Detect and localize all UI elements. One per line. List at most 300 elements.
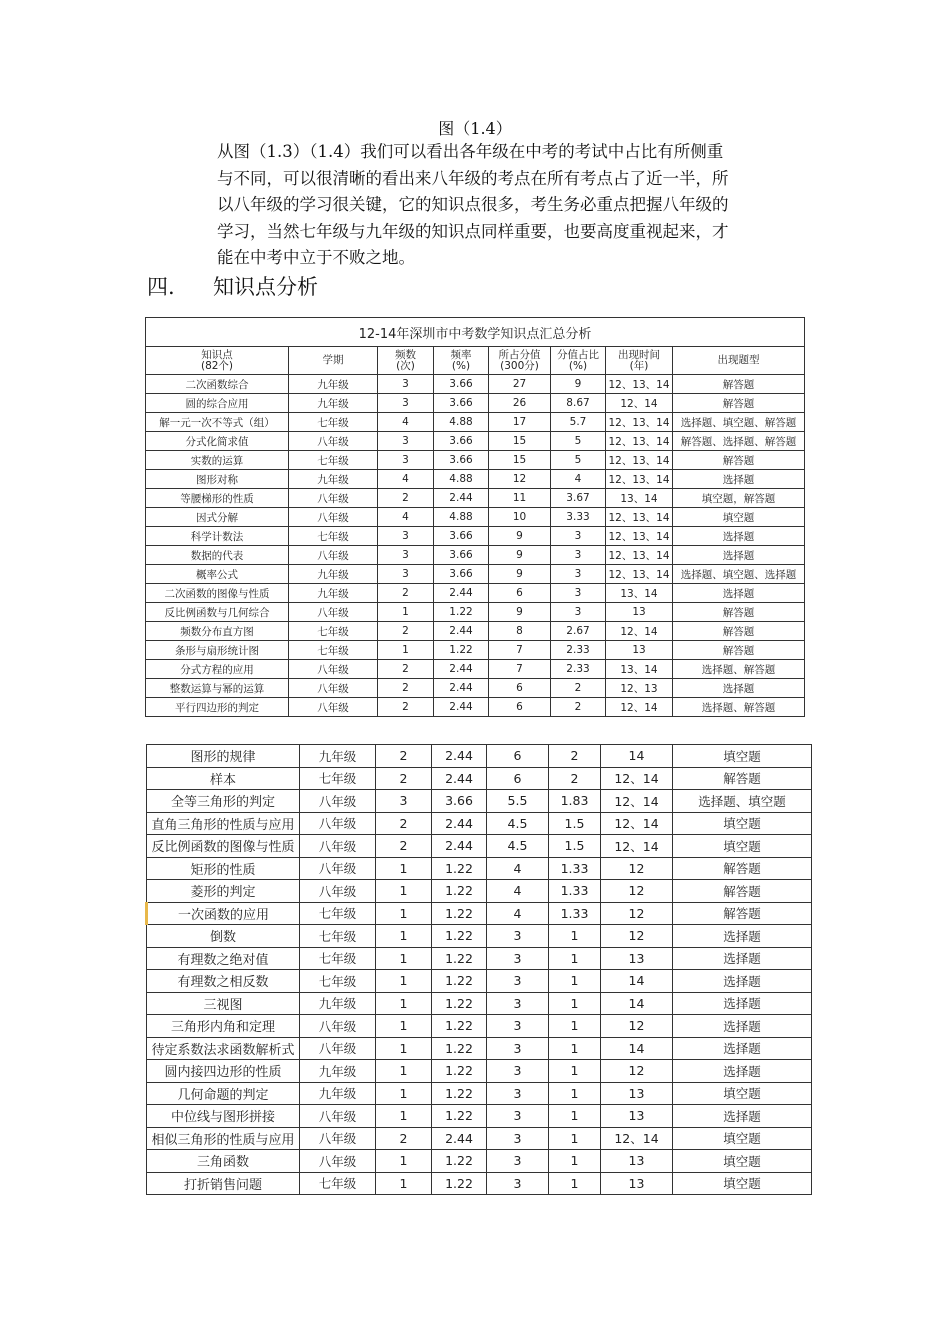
score-percent-cell: 3 xyxy=(551,565,606,584)
frequency-percent-cell: 4.88 xyxy=(434,413,489,432)
score-value-cell: 17 xyxy=(489,413,551,432)
knowledge-point-cell: 二次函数的图像与性质 xyxy=(146,584,289,603)
paragraph-line: 能在中考中立于不败之地。 xyxy=(217,248,415,267)
question-type-cell: 解答题 xyxy=(673,451,805,470)
knowledge-point-cell: 几何命题的判定 xyxy=(147,1082,300,1105)
table-row xyxy=(146,679,805,698)
score-value-cell: 5.5 xyxy=(487,790,549,813)
knowledge-point-cell: 整数运算与幂的运算 xyxy=(146,679,289,698)
column-header: 出现时间 (年) xyxy=(606,347,673,375)
table-row xyxy=(146,451,805,470)
score-value-cell: 3 xyxy=(487,1060,549,1083)
score-percent-cell: 5.7 xyxy=(551,413,606,432)
score-value-cell: 3 xyxy=(487,992,549,1015)
frequency-count-cell: 4 xyxy=(378,413,434,432)
frequency-count-cell: 3 xyxy=(378,546,434,565)
question-type-cell: 填空题，解答题 xyxy=(673,489,805,508)
frequency-percent-cell: 1.22 xyxy=(432,902,487,925)
question-type-cell: 解答题 xyxy=(673,394,805,413)
appear-years-cell: 12 xyxy=(601,902,673,925)
table-row xyxy=(147,1037,812,1060)
knowledge-point-cell: 三视图 xyxy=(147,992,300,1015)
frequency-percent-cell: 2.44 xyxy=(434,489,489,508)
question-type-cell: 选择题 xyxy=(673,925,812,948)
table-row xyxy=(146,375,805,394)
score-percent-cell: 1.33 xyxy=(549,902,601,925)
table-row xyxy=(147,1082,812,1105)
term-cell: 七年级 xyxy=(300,1172,376,1195)
question-type-cell: 填空题 xyxy=(673,508,805,527)
appear-years-cell: 14 xyxy=(601,992,673,1015)
frequency-count-cell: 1 xyxy=(376,1082,432,1105)
question-type-cell: 填空题 xyxy=(673,1127,812,1150)
score-value-cell: 6 xyxy=(487,745,549,768)
score-value-cell: 27 xyxy=(489,375,551,394)
table-row xyxy=(147,880,812,903)
score-value-cell: 8 xyxy=(489,622,551,641)
term-cell: 八年级 xyxy=(289,660,378,679)
question-type-cell: 解答题 xyxy=(673,622,805,641)
frequency-count-cell: 3 xyxy=(378,451,434,470)
score-percent-cell: 2.67 xyxy=(551,622,606,641)
score-percent-cell: 1 xyxy=(549,1105,601,1128)
question-type-cell: 选择题 xyxy=(673,1060,812,1083)
appear-years-cell: 13 xyxy=(606,603,673,622)
term-cell: 八年级 xyxy=(300,1105,376,1128)
knowledge-point-cell: 直角三角形的性质与应用 xyxy=(147,812,300,835)
knowledge-summary-table xyxy=(145,317,805,717)
frequency-percent-cell: 1.22 xyxy=(432,857,487,880)
frequency-count-cell: 1 xyxy=(376,970,432,993)
score-percent-cell: 1 xyxy=(549,1015,601,1038)
table-row xyxy=(147,1127,812,1150)
knowledge-point-cell: 条形与扇形统计图 xyxy=(146,641,289,660)
appear-years-cell: 13、14 xyxy=(606,584,673,603)
frequency-count-cell: 1 xyxy=(376,902,432,925)
term-cell: 八年级 xyxy=(289,489,378,508)
frequency-count-cell: 1 xyxy=(376,1150,432,1173)
term-cell: 八年级 xyxy=(300,1150,376,1173)
question-type-cell: 选择题、填空题、解答题 xyxy=(673,413,805,432)
score-value-cell: 3 xyxy=(487,1150,549,1173)
term-cell: 九年级 xyxy=(289,375,378,394)
knowledge-point-cell: 反比例函数与几何综合 xyxy=(146,603,289,622)
frequency-count-cell: 1 xyxy=(376,857,432,880)
knowledge-point-cell: 打折销售问题 xyxy=(147,1172,300,1195)
term-cell: 八年级 xyxy=(300,1015,376,1038)
table-row xyxy=(146,413,805,432)
score-value-cell: 9 xyxy=(489,565,551,584)
score-value-cell: 7 xyxy=(489,641,551,660)
knowledge-point-cell: 样本 xyxy=(147,767,300,790)
appear-years-cell: 12、13、14 xyxy=(606,375,673,394)
question-type-cell: 选择题 xyxy=(673,1037,812,1060)
knowledge-point-cell: 图形对称 xyxy=(146,470,289,489)
frequency-count-cell: 2 xyxy=(378,660,434,679)
appear-years-cell: 13 xyxy=(601,1172,673,1195)
frequency-count-cell: 1 xyxy=(378,603,434,622)
column-header: 出现题型 xyxy=(673,347,805,375)
score-value-cell: 9 xyxy=(489,603,551,622)
question-type-cell: 解答题 xyxy=(673,641,805,660)
knowledge-point-cell: 圆内接四边形的性质 xyxy=(147,1060,300,1083)
frequency-count-cell: 3 xyxy=(378,432,434,451)
question-type-cell: 选择题、填空题、选择题 xyxy=(673,565,805,584)
frequency-percent-cell: 2.44 xyxy=(434,660,489,679)
knowledge-point-cell: 数据的代表 xyxy=(146,546,289,565)
frequency-count-cell: 3 xyxy=(378,394,434,413)
frequency-percent-cell: 1.22 xyxy=(432,992,487,1015)
column-header: 所占分值 (300分) xyxy=(489,347,551,375)
frequency-count-cell: 1 xyxy=(376,1060,432,1083)
appear-years-cell: 13 xyxy=(606,641,673,660)
frequency-percent-cell: 1.22 xyxy=(434,603,489,622)
column-header: 学期 xyxy=(289,347,378,375)
score-percent-cell: 3 xyxy=(551,584,606,603)
appear-years-cell: 12、13、14 xyxy=(606,432,673,451)
frequency-percent-cell: 1.22 xyxy=(434,641,489,660)
score-value-cell: 9 xyxy=(489,527,551,546)
table-row xyxy=(147,812,812,835)
question-type-cell: 选择题 xyxy=(673,679,805,698)
score-value-cell: 3 xyxy=(487,1015,549,1038)
appear-years-cell: 12、13、14 xyxy=(606,565,673,584)
frequency-count-cell: 1 xyxy=(376,925,432,948)
appear-years-cell: 14 xyxy=(601,970,673,993)
appear-years-cell: 13 xyxy=(601,1105,673,1128)
term-cell: 八年级 xyxy=(300,880,376,903)
score-value-cell: 4 xyxy=(487,857,549,880)
term-cell: 七年级 xyxy=(289,451,378,470)
score-value-cell: 7 xyxy=(489,660,551,679)
knowledge-point-cell: 图形的规律 xyxy=(147,745,300,768)
knowledge-summary-table-continued xyxy=(145,744,812,1195)
frequency-count-cell: 1 xyxy=(376,992,432,1015)
term-cell: 九年级 xyxy=(300,745,376,768)
frequency-percent-cell: 2.44 xyxy=(432,745,487,768)
question-type-cell: 解答题 xyxy=(673,902,812,925)
score-percent-cell: 1 xyxy=(549,925,601,948)
question-type-cell: 解答题、选择题、解答题 xyxy=(673,432,805,451)
paragraph-line: 以八年级的学习很关键，它的知识点很多，考生务必重点把握八年级的 xyxy=(217,195,729,214)
table-row xyxy=(147,835,812,858)
term-cell: 九年级 xyxy=(289,470,378,489)
appear-years-cell: 12 xyxy=(601,857,673,880)
term-cell: 八年级 xyxy=(300,812,376,835)
frequency-count-cell: 1 xyxy=(376,1172,432,1195)
table-title: 12-14年深圳市中考数学知识点汇总分析 xyxy=(146,318,805,347)
appear-years-cell: 12、13、14 xyxy=(606,470,673,489)
frequency-percent-cell: 3.66 xyxy=(434,375,489,394)
frequency-count-cell: 2 xyxy=(378,489,434,508)
question-type-cell: 解答题 xyxy=(673,857,812,880)
table-row xyxy=(147,745,812,768)
appear-years-cell: 12、13、14 xyxy=(606,527,673,546)
knowledge-point-cell: 三角形内角和定理 xyxy=(147,1015,300,1038)
term-cell: 七年级 xyxy=(289,413,378,432)
appear-years-cell: 12 xyxy=(601,880,673,903)
body-paragraph xyxy=(217,139,807,272)
question-type-cell: 解答题 xyxy=(673,375,805,394)
frequency-percent-cell: 3.66 xyxy=(432,790,487,813)
term-cell: 八年级 xyxy=(289,603,378,622)
knowledge-point-cell: 三角函数 xyxy=(147,1150,300,1173)
appear-years-cell: 13 xyxy=(601,1150,673,1173)
question-type-cell: 选择题、解答题 xyxy=(673,698,805,717)
appear-years-cell: 13、14 xyxy=(606,489,673,508)
score-percent-cell: 3 xyxy=(551,546,606,565)
appear-years-cell: 12 xyxy=(601,925,673,948)
question-type-cell: 选择题 xyxy=(673,546,805,565)
table-row xyxy=(146,603,805,622)
score-percent-cell: 1.83 xyxy=(549,790,601,813)
knowledge-point-cell: 解一元一次不等式（组） xyxy=(146,413,289,432)
frequency-count-cell: 1 xyxy=(376,880,432,903)
term-cell: 八年级 xyxy=(300,1037,376,1060)
column-header: 知识点 (82个) xyxy=(146,347,289,375)
table-header-row xyxy=(146,347,805,375)
score-percent-cell: 3.67 xyxy=(551,489,606,508)
frequency-count-cell: 1 xyxy=(376,1015,432,1038)
appear-years-cell: 12、14 xyxy=(606,698,673,717)
score-value-cell: 3 xyxy=(487,925,549,948)
frequency-count-cell: 2 xyxy=(376,745,432,768)
score-value-cell: 4.5 xyxy=(487,812,549,835)
appear-years-cell: 12、14 xyxy=(606,622,673,641)
appear-years-cell: 12、14 xyxy=(601,790,673,813)
term-cell: 七年级 xyxy=(300,947,376,970)
question-type-cell: 选择题 xyxy=(673,584,805,603)
frequency-percent-cell: 2.44 xyxy=(432,812,487,835)
score-percent-cell: 1 xyxy=(549,970,601,993)
section-number: 四. xyxy=(147,275,175,299)
knowledge-point-cell: 相似三角形的性质与应用 xyxy=(147,1127,300,1150)
table-row xyxy=(146,489,805,508)
knowledge-point-cell: 倒数 xyxy=(147,925,300,948)
question-type-cell: 填空题 xyxy=(673,1082,812,1105)
frequency-percent-cell: 3.66 xyxy=(434,451,489,470)
column-header: 分值占比 (%) xyxy=(551,347,606,375)
frequency-percent-cell: 2.44 xyxy=(434,698,489,717)
frequency-count-cell: 2 xyxy=(378,584,434,603)
knowledge-point-cell: 矩形的性质 xyxy=(147,857,300,880)
frequency-count-cell: 1 xyxy=(376,1105,432,1128)
question-type-cell: 填空题 xyxy=(673,745,812,768)
table-row xyxy=(147,1172,812,1195)
appear-years-cell: 12、14 xyxy=(601,835,673,858)
score-percent-cell: 1.33 xyxy=(549,880,601,903)
knowledge-point-cell: 等腰梯形的性质 xyxy=(146,489,289,508)
score-percent-cell: 9 xyxy=(551,375,606,394)
frequency-percent-cell: 1.22 xyxy=(432,970,487,993)
figure-caption: 图（1.4） xyxy=(438,119,512,138)
score-value-cell: 12 xyxy=(489,470,551,489)
score-value-cell: 6 xyxy=(489,584,551,603)
term-cell: 八年级 xyxy=(289,679,378,698)
score-percent-cell: 1 xyxy=(549,1150,601,1173)
frequency-count-cell: 2 xyxy=(376,767,432,790)
question-type-cell: 选择题 xyxy=(673,1015,812,1038)
score-percent-cell: 1.5 xyxy=(549,835,601,858)
appear-years-cell: 12、14 xyxy=(601,1127,673,1150)
knowledge-point-cell: 有理数之绝对值 xyxy=(147,947,300,970)
frequency-percent-cell: 1.22 xyxy=(432,947,487,970)
score-value-cell: 3 xyxy=(487,1082,549,1105)
question-type-cell: 解答题 xyxy=(673,603,805,622)
score-percent-cell: 4 xyxy=(551,470,606,489)
table-row xyxy=(147,902,812,925)
frequency-percent-cell: 2.44 xyxy=(432,1127,487,1150)
frequency-count-cell: 2 xyxy=(378,698,434,717)
table-row xyxy=(147,1060,812,1083)
question-type-cell: 选择题 xyxy=(673,527,805,546)
table-row xyxy=(147,992,812,1015)
score-percent-cell: 1 xyxy=(549,1082,601,1105)
frequency-percent-cell: 1.22 xyxy=(432,1105,487,1128)
score-value-cell: 15 xyxy=(489,432,551,451)
table-row xyxy=(146,470,805,489)
knowledge-point-cell: 分式方程的应用 xyxy=(146,660,289,679)
table-row xyxy=(146,546,805,565)
score-percent-cell: 1 xyxy=(549,947,601,970)
table-row xyxy=(147,1150,812,1173)
term-cell: 九年级 xyxy=(300,1060,376,1083)
appear-years-cell: 12、13、14 xyxy=(606,546,673,565)
term-cell: 九年级 xyxy=(300,1082,376,1105)
term-cell: 九年级 xyxy=(289,394,378,413)
frequency-count-cell: 4 xyxy=(378,508,434,527)
frequency-count-cell: 2 xyxy=(376,835,432,858)
term-cell: 九年级 xyxy=(289,565,378,584)
table-row xyxy=(146,641,805,660)
term-cell: 七年级 xyxy=(300,902,376,925)
section-title: 知识点分析 xyxy=(213,275,318,299)
term-cell: 八年级 xyxy=(300,790,376,813)
score-percent-cell: 2 xyxy=(549,745,601,768)
score-value-cell: 11 xyxy=(489,489,551,508)
column-header: 频率 (%) xyxy=(434,347,489,375)
table-row xyxy=(146,584,805,603)
table-row xyxy=(146,622,805,641)
frequency-percent-cell: 1.22 xyxy=(432,1082,487,1105)
score-value-cell: 6 xyxy=(487,767,549,790)
frequency-percent-cell: 3.66 xyxy=(434,546,489,565)
score-value-cell: 9 xyxy=(489,546,551,565)
question-type-cell: 填空题 xyxy=(673,1150,812,1173)
section-heading xyxy=(147,271,318,301)
appear-years-cell: 13 xyxy=(601,947,673,970)
frequency-count-cell: 2 xyxy=(376,1127,432,1150)
score-percent-cell: 3 xyxy=(551,527,606,546)
score-percent-cell: 8.67 xyxy=(551,394,606,413)
score-percent-cell: 2.33 xyxy=(551,641,606,660)
frequency-percent-cell: 3.66 xyxy=(434,394,489,413)
frequency-percent-cell: 3.66 xyxy=(434,432,489,451)
score-value-cell: 26 xyxy=(489,394,551,413)
score-value-cell: 6 xyxy=(489,698,551,717)
appear-years-cell: 12、13、14 xyxy=(606,413,673,432)
score-value-cell: 3 xyxy=(487,1127,549,1150)
table-row xyxy=(147,970,812,993)
question-type-cell: 解答题 xyxy=(673,880,812,903)
table-row xyxy=(147,1105,812,1128)
frequency-percent-cell: 4.88 xyxy=(434,470,489,489)
knowledge-point-cell: 二次函数综合 xyxy=(146,375,289,394)
frequency-count-cell: 4 xyxy=(378,470,434,489)
knowledge-point-cell: 全等三角形的判定 xyxy=(147,790,300,813)
paragraph-line: 从图（1.3）（1.4）我们可以看出各年级在中考的考试中占比有所侧重 xyxy=(217,142,724,161)
score-percent-cell: 3 xyxy=(551,603,606,622)
term-cell: 七年级 xyxy=(300,925,376,948)
score-percent-cell: 1 xyxy=(549,1060,601,1083)
knowledge-point-cell: 概率公式 xyxy=(146,565,289,584)
question-type-cell: 选择题 xyxy=(673,992,812,1015)
table-row xyxy=(146,698,805,717)
knowledge-point-cell: 频数分布直方图 xyxy=(146,622,289,641)
frequency-percent-cell: 2.44 xyxy=(432,835,487,858)
table-row xyxy=(147,947,812,970)
score-value-cell: 4 xyxy=(487,880,549,903)
score-value-cell: 10 xyxy=(489,508,551,527)
question-type-cell: 填空题 xyxy=(673,812,812,835)
score-value-cell: 4 xyxy=(487,902,549,925)
frequency-percent-cell: 2.44 xyxy=(434,622,489,641)
question-type-cell: 选择题 xyxy=(673,947,812,970)
table-title-row xyxy=(146,318,805,347)
frequency-percent-cell: 1.22 xyxy=(432,925,487,948)
frequency-percent-cell: 1.22 xyxy=(432,1060,487,1083)
paragraph-line: 与不同，可以很清晰的看出来八年级的考点在所有考点占了近一半，所 xyxy=(217,168,729,188)
frequency-percent-cell: 1.22 xyxy=(432,880,487,903)
appear-years-cell: 14 xyxy=(601,1037,673,1060)
score-percent-cell: 2.33 xyxy=(551,660,606,679)
score-percent-cell: 5 xyxy=(551,451,606,470)
table-row xyxy=(146,527,805,546)
paragraph-line: 学习，当然七年级与九年级的知识点同样重要，也要高度重视起来，才 xyxy=(217,221,729,241)
term-cell: 九年级 xyxy=(300,992,376,1015)
knowledge-point-cell: 一次函数的应用 xyxy=(147,902,300,925)
score-value-cell: 15 xyxy=(489,451,551,470)
table-row xyxy=(147,790,812,813)
term-cell: 八年级 xyxy=(300,835,376,858)
knowledge-point-cell: 实数的运算 xyxy=(146,451,289,470)
table-row xyxy=(147,767,812,790)
frequency-percent-cell: 1.22 xyxy=(432,1172,487,1195)
term-cell: 八年级 xyxy=(289,698,378,717)
question-type-cell: 解答题 xyxy=(673,767,812,790)
frequency-percent-cell: 2.44 xyxy=(434,679,489,698)
appear-years-cell: 12、13 xyxy=(606,679,673,698)
knowledge-point-cell: 中位线与图形拼接 xyxy=(147,1105,300,1128)
frequency-percent-cell: 1.22 xyxy=(432,1015,487,1038)
appear-years-cell: 12 xyxy=(601,1015,673,1038)
frequency-count-cell: 3 xyxy=(376,790,432,813)
term-cell: 七年级 xyxy=(300,970,376,993)
knowledge-point-cell: 分式化简求值 xyxy=(146,432,289,451)
frequency-percent-cell: 3.66 xyxy=(434,565,489,584)
knowledge-point-cell: 因式分解 xyxy=(146,508,289,527)
frequency-percent-cell: 1.22 xyxy=(432,1150,487,1173)
appear-years-cell: 12 xyxy=(601,1060,673,1083)
term-cell: 七年级 xyxy=(289,527,378,546)
knowledge-point-cell: 平行四边形的判定 xyxy=(146,698,289,717)
knowledge-point-cell: 有理数之相反数 xyxy=(147,970,300,993)
frequency-count-cell: 3 xyxy=(378,565,434,584)
knowledge-point-cell: 圆的综合应用 xyxy=(146,394,289,413)
table-row xyxy=(146,660,805,679)
term-cell: 七年级 xyxy=(300,767,376,790)
score-percent-cell: 2 xyxy=(551,679,606,698)
